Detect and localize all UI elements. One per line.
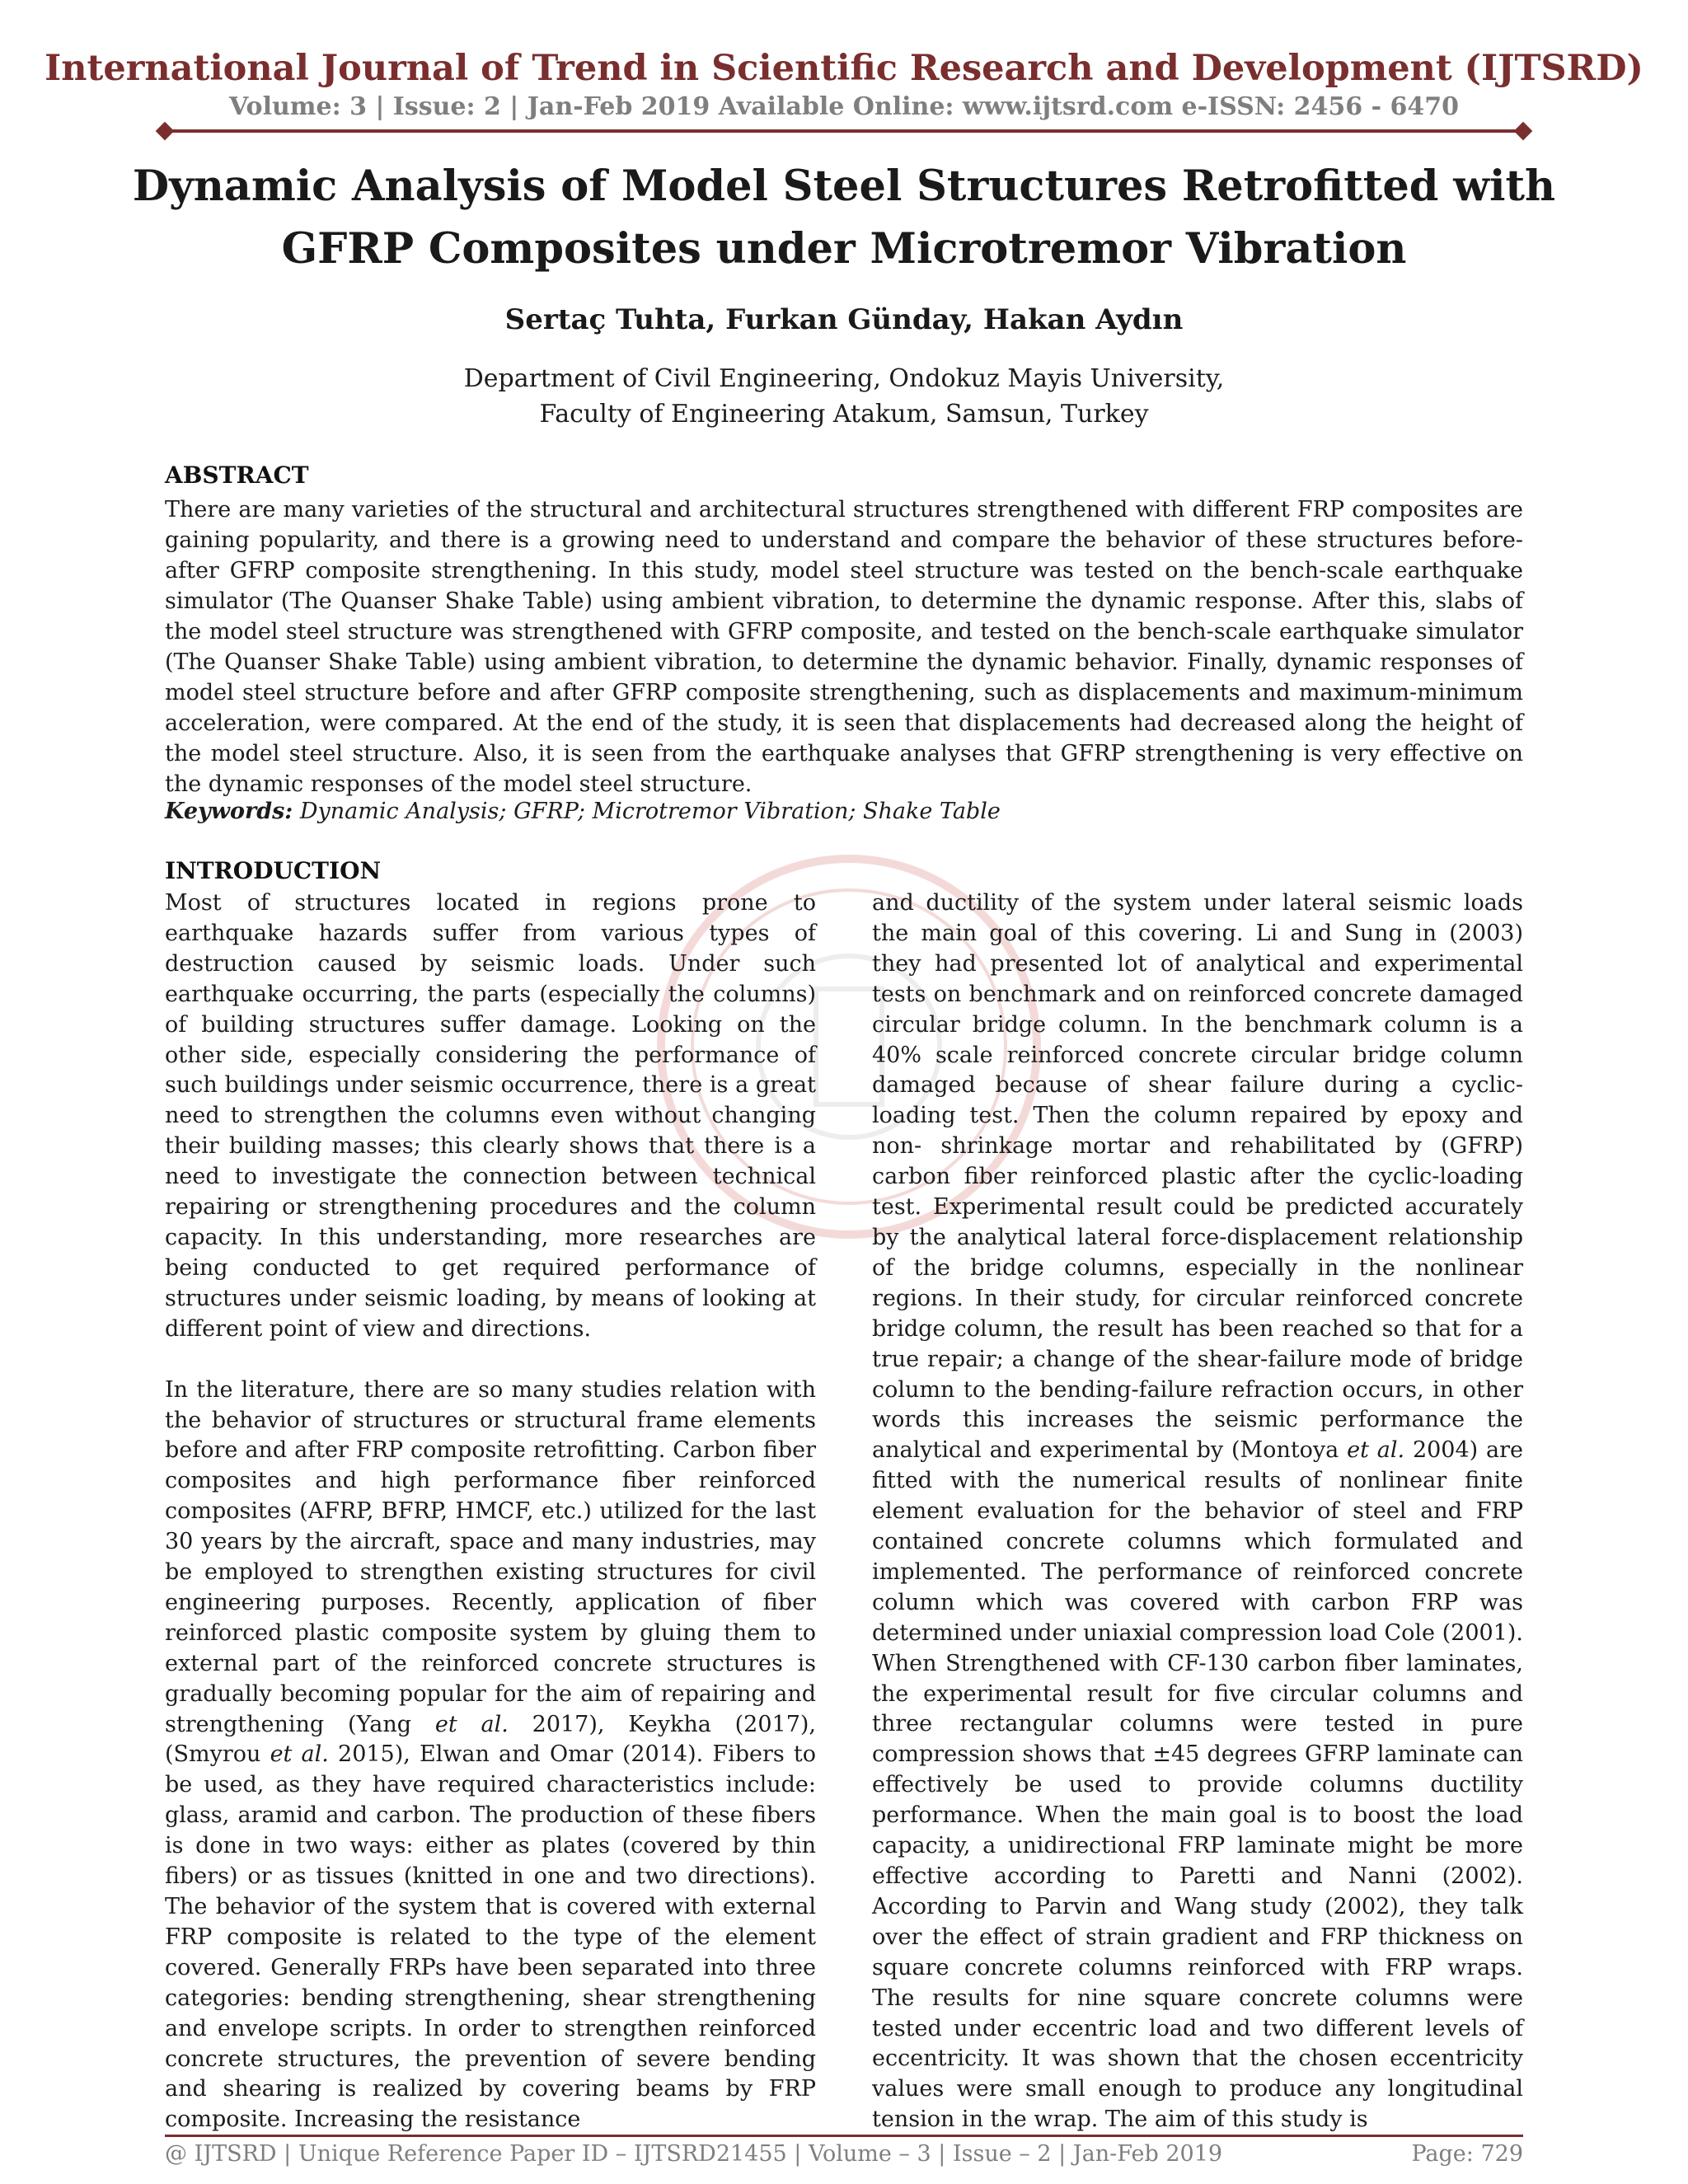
et-al-italic: et al.	[434, 1711, 509, 1737]
affiliation-line-1: Department of Civil Engineering, Ondokuz Mayis University,	[463, 364, 1225, 393]
footer-page-number: Page: 729	[1411, 2141, 1523, 2167]
header-rule-right-diamond	[1514, 122, 1533, 141]
et-al-italic: et al.	[1347, 1437, 1405, 1464]
keywords-text: Dynamic Analysis; GFRP; Microtremor Vibration; Shake Table	[299, 799, 1001, 824]
keywords	[165, 796, 1523, 827]
header-rule	[165, 129, 1523, 133]
journal-subtitle: Volume: 3 | Issue: 2 | Jan-Feb 2019 Available Online: www.ijtsrd.com e-ISSN: 2456 - 6470	[229, 92, 1459, 121]
footer-reference: @ IJTSRD | Unique Reference Paper ID – IJTSRD21455 | Volume – 3 | Issue – 2 | Jan-Feb 2019	[165, 2141, 1223, 2167]
intro-left-column	[165, 888, 816, 2135]
footer-rule	[165, 2135, 1523, 2137]
intro-right-column	[872, 888, 1523, 2135]
abstract-text: There are many varieties of the structural and architectural structures strengthened with different FRP composites are gaining popularity, and there is a growing need to understand and compare the behavior of these structures before-after GFRP composite strengthening. In this study, model steel structure was tested on the bench-scale earthquake simulator (The Quanser Shake Table) using ambient vibration, to determine the dynamic response. After this, slabs of the model steel structure was strengthened with GFRP composite, and tested on the bench-scale earthquake simulator (The Quanser Shake Table) using ambient vibration, to determine the dynamic behavior. Finally, dynamic responses of model steel structure before and after GFRP composite strengthening, such as displacements and maximum-minimum acceleration, were compared. At the end of the study, it is seen that displacements had decreased along the height of the model steel structure. Also, it is seen from the earthquake analyses that GFRP strengthening is very effective on the dynamic responses of the model steel structure.	[165, 497, 1523, 797]
intro-paragraph-1: Most of structures located in regions prone to earthquake hazards suffer from various types of destruction caused by seismic loads. Under such earthquake occurring, the parts (especially the columns) of building structures suffer damage. Looking on the other side, especially considering the performance of such buildings under seismic occurrence, there is a great need to strengthen the columns even without changing their building masses; this clearly shows that there is a need to investigate the connection between technical repairing or strengthening procedures and the column capacity. In this understanding, more researches are being conducted to get required performance of structures under seismic loading, by means of looking at different point of view and directions.	[165, 890, 816, 1342]
journal-title: International Journal of Trend in Scientific Research and Development (IJTSRD)	[45, 48, 1643, 89]
keywords-label: Keywords:	[165, 799, 293, 824]
header-rule-left-diamond	[156, 122, 175, 141]
intro-paragraph-continued: and ductility of the system under lateral seismic loads the main goal of this covering. Li and Sung in (2003) they had presented lot of analytical and experimental tests on benchmark and on reinforced concrete damaged circular bridge column. In the benchmark column is a 40% scale reinforced concrete circular bridge column damaged because of shear failure during a cyclic- loading test. Then the column repaired by epoxy and non- shrinkage mortar and rehabilitated by (GFRP) carbon fiber reinforced plastic after the cyclic-loading test. Experimental result could be predicted accurately by the analytical lateral force-displacement relationship of the bridge columns, especially in the nonlinear regions. In their study, for circular reinforced concrete bridge column, the result has been reached so that for a true repair; a change of the shear-failure mode of bridge column to the bending-failure refraction occurs, in other words this increases the seismic performance the analytical and experimental by (Montoya et al. 2004) are fitted with the numerical results of nonlinear finite element evaluation for the behavior of steel and FRP contained concrete columns which formulated and implemented. The performance of reinforced concrete column which was covered with carbon FRP was determined under uniaxial compression load Cole (2001). When Strengthened with CF-130 carbon fiber laminates, the experimental result for five circular columns and three rectangular columns were tested in pure compression shows that ±45 degrees GFRP laminate can effectively be used to provide columns ductility performance. When the main goal is to boost the load capacity, a unidirectional FRP laminate might be more effective according to Paretti and Nanni (2002). According to Parvin and Wang study (2002), they talk over the effect of strain gradient and FRP thickness on square concrete columns reinforced with FRP wraps. The results for nine square concrete columns were tested under eccentric load and two different levels of eccentricity. It was shown that the chosen eccentricity values were small enough to produce any longitudinal tension in the wrap. The aim of this study is	[872, 890, 1523, 2133]
affiliation-line-2: Faculty of Engineering Atakum, Samsun, Turkey	[539, 400, 1149, 429]
paper-affiliation	[0, 361, 1688, 432]
intro-paragraph-2: In the literature, there are so many studies relation with the behavior of structures or structural frame elements before and after FRP composite retrofitting. Carbon fiber composites and high performance fiber reinforced composites (AFRP, BFRP, HMCF, etc.) utilized for the last 30 years by the aircraft, space and many industries, may be employed to strengthen existing structures for civil engineering purposes. Recently, application of fiber reinforced plastic composite system by gluing them to external part of the reinforced concrete structures is gradually becoming popular for the aim of repairing and strengthening (Yang et al. 2017), Keykha (2017), (Smyrou et al. 2015), Elwan and Omar (2014). Fibers to be used, as they have required characteristics include: glass, aramid and carbon. The production of these fibers is done in two ways: either as plates (covered by thin fibers) or as tissues (knitted in one and two directions). The behavior of the system that is covered with external FRP composite is related to the type of the element covered. Generally FRPs have been separated into three categories: bending strengthening, shear strengthening and envelope scripts. In order to strengthen reinforced concrete structures, the prevention of severe bending and shearing is realized by covering beams by FRP composite. Increasing the resistance	[165, 1376, 816, 2133]
abstract-heading: ABSTRACT	[165, 462, 309, 489]
paper-authors: Sertaç Tuhta, Furkan Günday, Hakan Aydın	[504, 303, 1184, 336]
et-al-italic: et al.	[270, 1741, 329, 1768]
paper-title: Dynamic Analysis of Model Steel Structures Retrofitted with GFRP Composites under Microtremor Vibration	[132, 162, 1556, 274]
introduction-heading: INTRODUCTION	[165, 857, 382, 884]
